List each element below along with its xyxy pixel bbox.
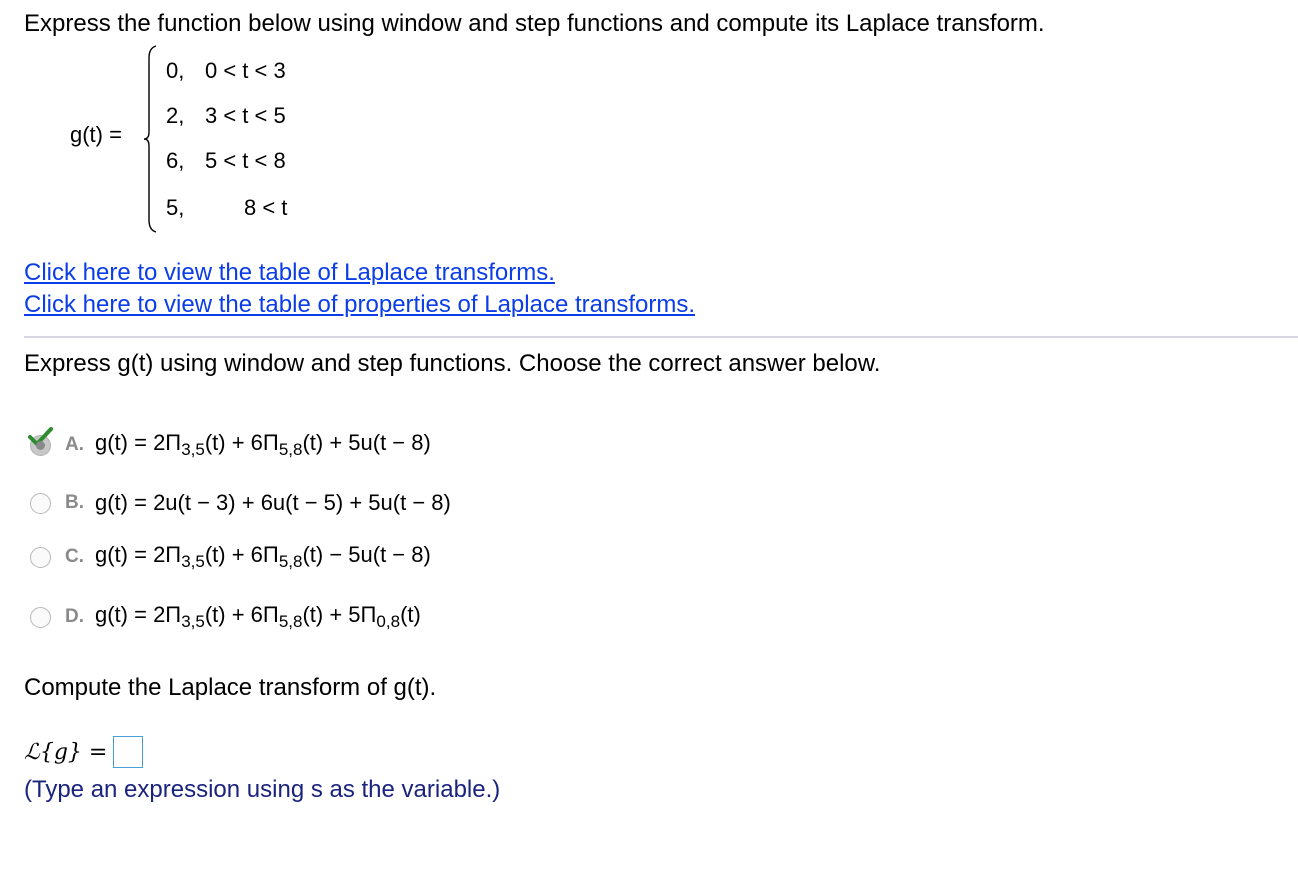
case-condition-1: 0 < t < 3 (205, 58, 286, 83)
option-d[interactable] (30, 600, 421, 634)
option-c[interactable] (30, 540, 431, 574)
option-b-text: g(t) = 2u(t − 3) + 6u(t − 5) + 5u(t − 8) (95, 490, 451, 515)
compute-prompt: Compute the Laplace transform of g(t). (24, 674, 437, 701)
option-a-text: $g(t) = 2\Pi_{3,5}(t) + 6\Pi_{5,8}(t) + 5u(t - 8)$ (95, 430, 431, 459)
case-condition-3: 5 < t < 8 (205, 148, 286, 173)
case-value-3: 6, (166, 148, 185, 173)
case-value-2: 2, (166, 103, 185, 128)
option-d-radio[interactable] (30, 607, 51, 628)
option-b-letter: B. (65, 492, 84, 513)
option-d-letter: D. (65, 606, 84, 627)
case-value-1: 0, (166, 58, 185, 83)
checkmark-icon (27, 426, 53, 448)
option-c-text: $g(t) = 2\Pi_{3,5}(t) + 6\Pi_{5,8}(t) - 5u(t - 8)$ (95, 542, 431, 571)
laplace-properties-link[interactable]: Click here to view the table of properties of Laplace transforms. (24, 291, 695, 318)
laplace-answer-input[interactable] (113, 736, 143, 768)
question-text: Express g(t) using window and step functions. Choose the correct answer below. (24, 350, 881, 377)
option-a-letter: A. (65, 434, 84, 455)
laplace-table-link[interactable]: Click here to view the table of Laplace transforms. (24, 259, 555, 286)
section-divider (24, 336, 1298, 338)
laplace-answer-row (24, 736, 143, 768)
case-condition-2: 3 < t < 5 (205, 103, 286, 128)
piecewise-brace (140, 44, 162, 234)
option-d-text: $g(t) = 2\Pi_{3,5}(t) + 6\Pi_{5,8}(t) + 5\Pi_{0,8}(t)$ (95, 602, 421, 631)
piecewise-label: g(t) = (70, 122, 122, 147)
case-condition-4: 8 < t (244, 195, 288, 220)
laplace-label: ℒ{g} = (24, 739, 108, 765)
input-hint: (Type an expression using s as the variable.) (24, 776, 501, 803)
option-a[interactable] (30, 428, 431, 462)
case-value-4: 5, (166, 195, 185, 220)
option-b-radio[interactable] (30, 493, 51, 514)
option-c-radio[interactable] (30, 547, 51, 568)
option-a-radio[interactable] (30, 435, 51, 456)
option-c-letter: C. (65, 546, 84, 567)
option-b[interactable] (30, 486, 451, 520)
problem-prompt: Express the function below using window and step functions and compute its Laplace transform. (24, 10, 1045, 37)
